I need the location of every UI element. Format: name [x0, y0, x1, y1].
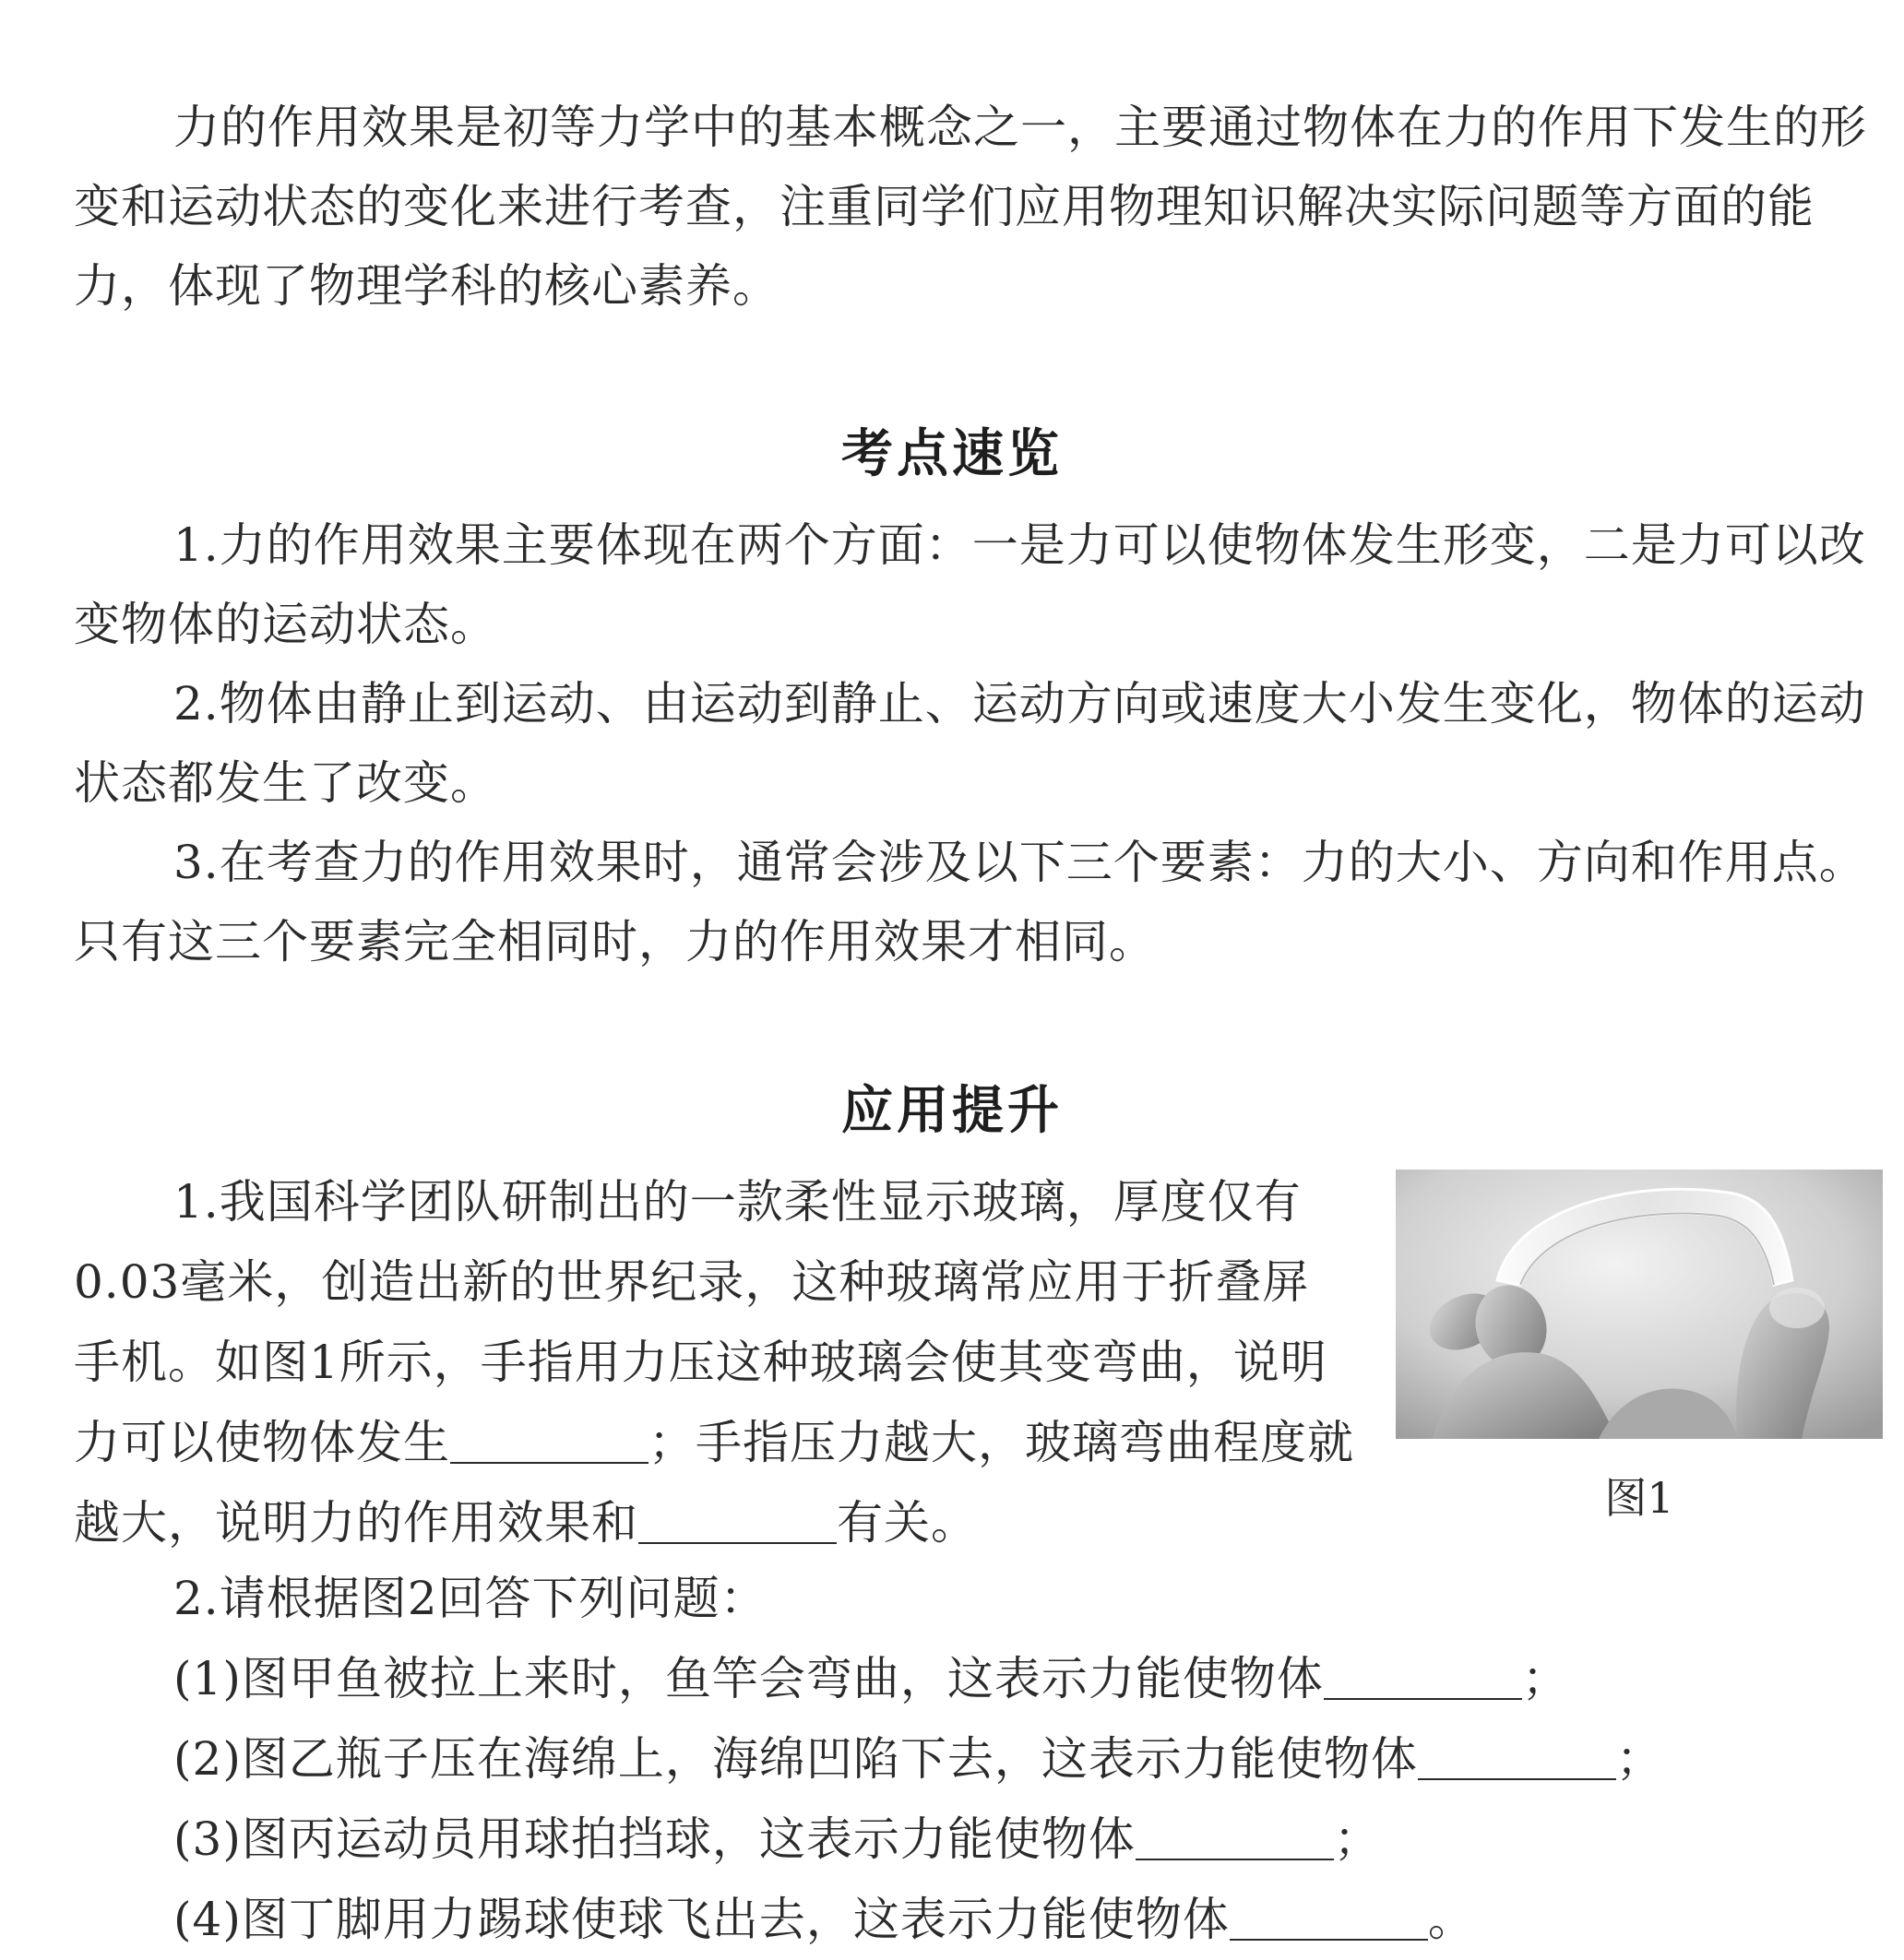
key-point-3: 3.在考查力的作用效果时，通常会涉及以下三个要素：力的大小、方向和作用点。只有这三个要素完全相同时，力的作用效果才相同。: [74, 836, 1866, 968]
intro-paragraph: 力的作用效果是初等力学中的基本概念之一，主要通过物体在力的作用下发生的形变和运动状态的变化来进行考查，注重同学们应用物理知识解决实际问题等方面的能力，体现了物理学科的核心素养。: [74, 101, 1867, 313]
sub-question-text: (4)图丁脚用力踢球使球飞出去，这表示力能使物体: [173, 1893, 1230, 1946]
question-1-part1: 1.我国科学团队研制出的一款柔性显示玻璃，厚度仅有0.03毫米，创造出新的世界纪录，这种玻璃常应用于折叠屏手机。如图1所示，手指用力压这种玻璃会使其变弯曲，说明力可以使物体发生: [74, 1175, 1327, 1469]
sub-question-end: ；: [1521, 1652, 1569, 1705]
question-2-sub-3: [74, 1800, 1882, 1880]
section-heading-yingyong: [0, 1070, 1904, 1144]
question-1-part2: ；手指压力越大，玻璃弯曲程度就越大，说明力的作用效果和: [74, 1416, 1354, 1550]
answer-blank[interactable]: [638, 1494, 837, 1544]
question-2-sub-1: [74, 1639, 1882, 1719]
section-heading-kaodian: [0, 413, 1904, 487]
key-points: [74, 505, 1882, 981]
answer-blank[interactable]: [1418, 1730, 1616, 1780]
sub-question-text: (1)图甲鱼被拉上来时，鱼竿会弯曲，这表示力能使物体: [173, 1652, 1324, 1705]
question-2-sub-4: [74, 1880, 1882, 1960]
sub-question-end: ；: [1333, 1812, 1381, 1866]
question-1: [74, 1162, 1356, 1563]
question-2-stem: 2.请根据图2回答下列问题：: [173, 1572, 768, 1625]
sub-question-end: 。: [1427, 1893, 1475, 1946]
answer-blank[interactable]: [450, 1414, 649, 1464]
question-1-part3: 有关。: [837, 1496, 978, 1550]
intro-block: [74, 88, 1882, 326]
section-title: 考点速览: [804, 413, 1100, 487]
figure-1-caption: 图1: [1604, 1473, 1674, 1523]
answer-blank[interactable]: [1136, 1811, 1334, 1860]
answer-blank[interactable]: [1230, 1891, 1428, 1941]
key-point-2: 2.物体由静止到运动、由运动到静止、运动方向或速度大小发生变化，物体的运动状态都发生了改变。: [74, 677, 1866, 810]
question-2-sub-2: [74, 1719, 1882, 1800]
sub-question-end: ；: [1615, 1732, 1663, 1786]
section-title: 应用提升: [804, 1070, 1100, 1144]
question-1-text: [74, 1162, 1356, 1563]
answer-blank[interactable]: [1324, 1650, 1522, 1700]
sub-question-text: (3)图丙运动员用球拍挡球，这表示力能使物体: [173, 1812, 1136, 1866]
figure-1-image: [1396, 1170, 1883, 1439]
sub-question-text: (2)图乙瓶子压在海绵上，海绵凹陷下去，这表示力能使物体: [173, 1732, 1418, 1786]
flexible-glass-photo: [1396, 1170, 1883, 1439]
question-2: [74, 1559, 1882, 1960]
key-point-1: 1.力的作用效果主要体现在两个方面：一是力可以使物体发生形变，二是力可以改变物体的运动状态。: [74, 518, 1866, 651]
